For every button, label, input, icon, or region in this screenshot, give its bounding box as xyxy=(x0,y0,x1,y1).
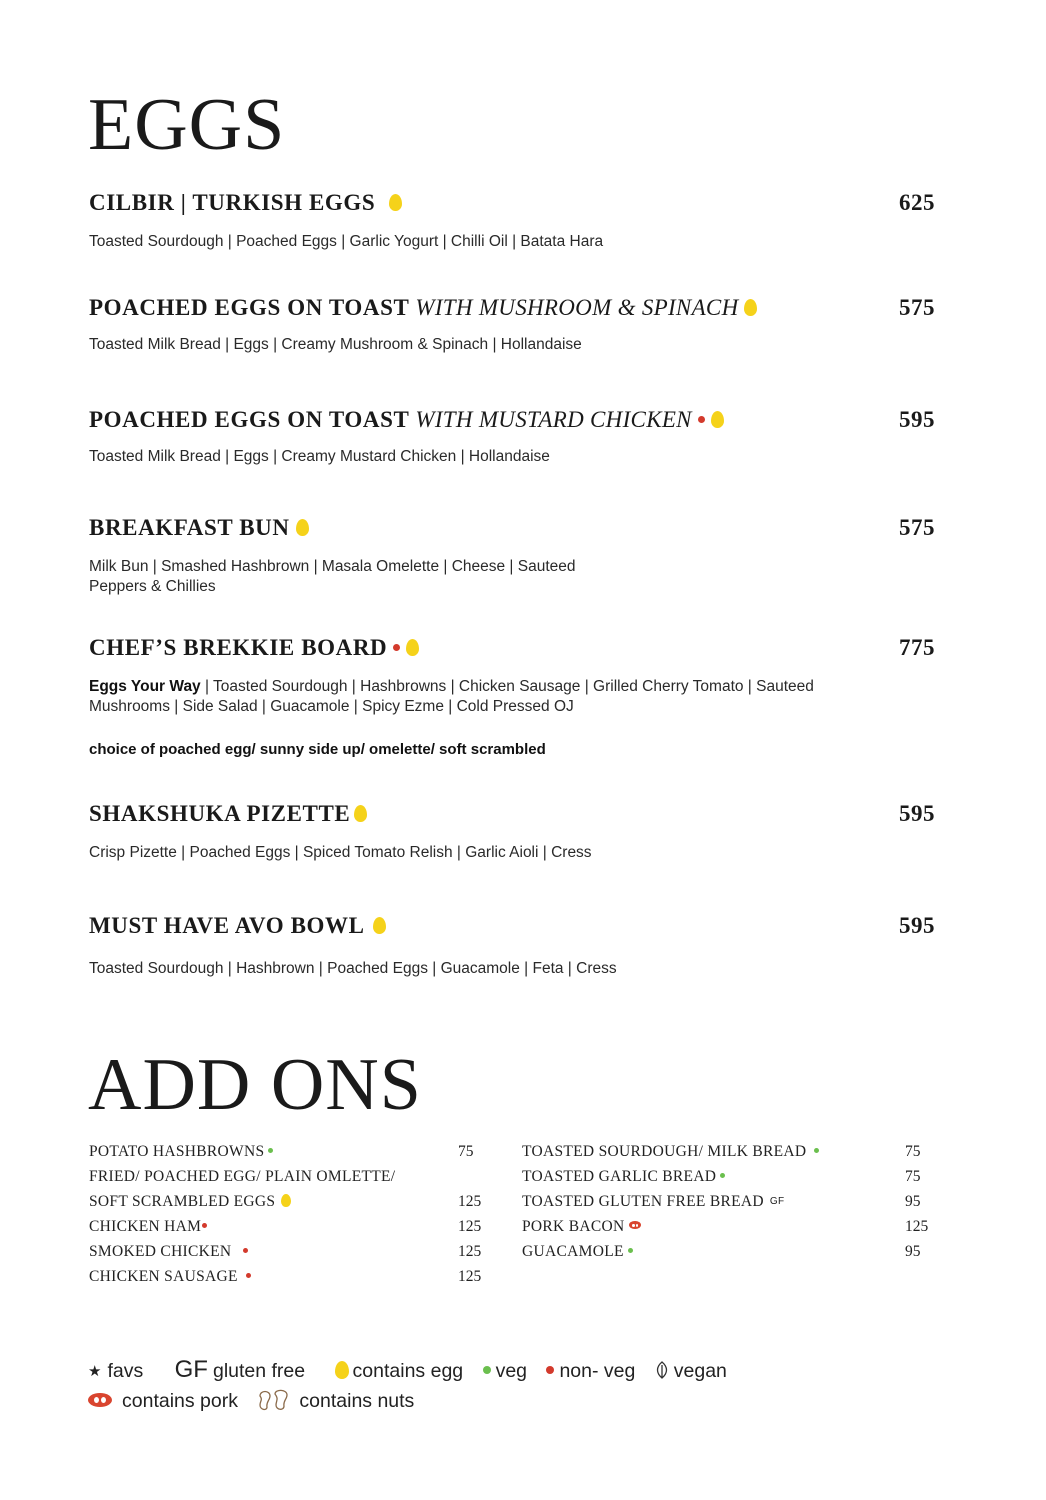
item-name: CHEF’S BREKKIE BOARD xyxy=(89,635,388,660)
addon-price: 125 xyxy=(458,1218,482,1235)
addon-right-4 xyxy=(522,1242,633,1262)
legend-contains-egg: contains egg xyxy=(335,1360,464,1382)
veg-icon xyxy=(483,1366,491,1374)
item-name: CILBIR | TURKISH EGGS xyxy=(89,190,376,215)
addon-left-3 xyxy=(89,1217,207,1237)
addon-right-2 xyxy=(522,1192,784,1212)
addon-name: CHICKEN HAM xyxy=(89,1218,202,1235)
egg-icon xyxy=(373,917,386,934)
menu-item-poached-chicken xyxy=(89,406,939,467)
addon-name: TOASTED GARLIC BREAD xyxy=(522,1168,717,1185)
menu-item-poached-mushroom xyxy=(89,294,939,355)
vegan-leaf-icon xyxy=(655,1361,669,1379)
addon-name: CHICKEN SAUSAGE xyxy=(89,1268,238,1285)
addon-price: 95 xyxy=(905,1243,921,1260)
item-description xyxy=(89,677,829,717)
legend-row-2 xyxy=(88,1388,414,1414)
item-price: 595 xyxy=(899,407,935,432)
legend-veg: veg xyxy=(483,1360,527,1382)
item-description: Milk Bun | Smashed Hashbrown | Masala Omelette | Cheese | Sauteed Peppers & Chillies xyxy=(89,558,576,595)
item-description: Toasted Milk Bread | Eggs | Creamy Mushroom & Spinach | Hollandaise xyxy=(89,336,582,353)
menu-item-cilbir xyxy=(89,189,939,252)
item-description: Toasted Sourdough | Hashbrown | Poached Eggs | Guacamole | Feta | Cress xyxy=(89,960,617,977)
item-name-italic: WITH MUSHROOM & SPINACH xyxy=(415,295,739,320)
legend-contains-pork: contains pork xyxy=(88,1390,238,1412)
addon-right-3 xyxy=(522,1217,641,1237)
item-note: choice of poached egg/ sunny side up/ omelette/ soft scrambled xyxy=(89,741,546,758)
addon-left-2 xyxy=(89,1192,291,1212)
non-veg-icon xyxy=(546,1366,554,1374)
non-veg-icon xyxy=(246,1273,251,1278)
menu-item-shakshuka xyxy=(89,800,939,863)
addon-price: 75 xyxy=(905,1168,921,1185)
egg-icon xyxy=(389,194,402,211)
legend-row-1 xyxy=(88,1357,741,1386)
item-name: POACHED EGGS ON TOAST xyxy=(89,407,409,432)
non-veg-icon xyxy=(698,416,705,423)
egg-icon xyxy=(744,299,757,316)
item-name: POACHED EGGS ON TOAST xyxy=(89,295,409,320)
addon-price: 75 xyxy=(905,1143,921,1160)
legend-favs: ★ favs xyxy=(88,1360,144,1382)
addon-price: 125 xyxy=(905,1218,929,1235)
addon-price: 75 xyxy=(458,1143,474,1160)
item-description-rest: | Toasted Sourdough | Hashbrowns | Chicken Sausage | Grilled Cherry Tomato | Sauteed Mushrooms | Side Salad | Guacamole | Spicy Ezme | Cold Pressed OJ xyxy=(89,678,814,715)
item-description: Toasted Sourdough | Poached Eggs | Garlic Yogurt | Chilli Oil | Batata Hara xyxy=(89,233,604,250)
item-description: Toasted Milk Bread | Eggs | Creamy Mustard Chicken | Hollandaise xyxy=(89,448,550,465)
menu-item-avo-bowl xyxy=(89,912,939,979)
addon-price: 125 xyxy=(458,1268,482,1285)
addon-left-5 xyxy=(89,1267,251,1287)
item-price: 775 xyxy=(899,635,935,660)
nuts-icon xyxy=(257,1388,293,1412)
item-description: Crisp Pizette | Poached Eggs | Spiced Tomato Relish | Garlic Aioli | Cress xyxy=(89,844,592,861)
item-name: MUST HAVE AVO BOWL xyxy=(89,913,365,938)
addon-left-4 xyxy=(89,1242,248,1262)
item-price: 575 xyxy=(899,295,935,320)
legend-non-veg: non- veg xyxy=(546,1360,635,1382)
gluten-free-tag: GF xyxy=(769,1196,785,1207)
addon-name: TOASTED GLUTEN FREE BREAD xyxy=(522,1193,764,1210)
non-veg-icon xyxy=(202,1223,207,1228)
addon-right-1 xyxy=(522,1167,725,1187)
addon-name: SOFT SCRAMBLED EGGS xyxy=(89,1193,276,1210)
addon-name: POTATO HASHBROWNS xyxy=(89,1143,265,1160)
star-icon: ★ xyxy=(88,1363,102,1380)
addon-left-0 xyxy=(89,1142,273,1162)
egg-icon xyxy=(281,1194,291,1207)
pork-icon xyxy=(629,1221,641,1229)
egg-icon xyxy=(296,519,309,536)
item-description-bold: Eggs Your Way xyxy=(89,678,201,695)
item-price: 625 xyxy=(899,190,935,215)
non-veg-icon xyxy=(243,1248,248,1253)
legend-vegan: vegan xyxy=(655,1360,727,1382)
addon-name: SMOKED CHICKEN xyxy=(89,1243,232,1260)
egg-icon xyxy=(335,1361,349,1379)
addon-price: 125 xyxy=(458,1193,482,1210)
eggs-section-title: EGGS xyxy=(88,84,286,166)
egg-icon xyxy=(406,639,419,656)
addon-name: PORK BACON xyxy=(522,1218,625,1235)
addon-left-1 xyxy=(89,1167,395,1187)
item-price: 595 xyxy=(899,913,935,938)
pork-icon xyxy=(88,1393,112,1407)
addon-right-0 xyxy=(522,1142,819,1162)
addon-name: FRIED/ POACHED EGG/ PLAIN OMLETTE/ xyxy=(89,1168,396,1185)
addon-name: TOASTED SOURDOUGH/ MILK BREAD xyxy=(522,1143,807,1160)
addons-section-title: ADD ONS xyxy=(88,1044,422,1126)
legend-gluten-free: GF gluten free xyxy=(174,1356,306,1383)
egg-icon xyxy=(711,411,724,428)
non-veg-icon xyxy=(393,644,400,651)
addon-price: 95 xyxy=(905,1193,921,1210)
addon-price: 125 xyxy=(458,1243,482,1260)
addon-name: GUACAMOLE xyxy=(522,1243,624,1260)
menu-item-brekkie-board xyxy=(89,634,939,758)
gluten-free-icon: GF xyxy=(174,1356,208,1383)
egg-icon xyxy=(354,805,367,822)
item-name-italic: WITH MUSTARD CHICKEN xyxy=(415,407,692,432)
veg-icon xyxy=(720,1173,725,1178)
veg-icon xyxy=(268,1148,273,1153)
item-name: SHAKSHUKA PIZETTE xyxy=(89,801,351,826)
item-name: BREAKFAST BUN xyxy=(89,515,290,540)
menu-item-breakfast-bun xyxy=(89,514,939,597)
veg-icon xyxy=(814,1148,819,1153)
legend-contains-nuts: contains nuts xyxy=(243,1390,414,1412)
veg-icon xyxy=(628,1248,633,1253)
item-price: 595 xyxy=(899,801,935,826)
item-price: 575 xyxy=(899,515,935,540)
